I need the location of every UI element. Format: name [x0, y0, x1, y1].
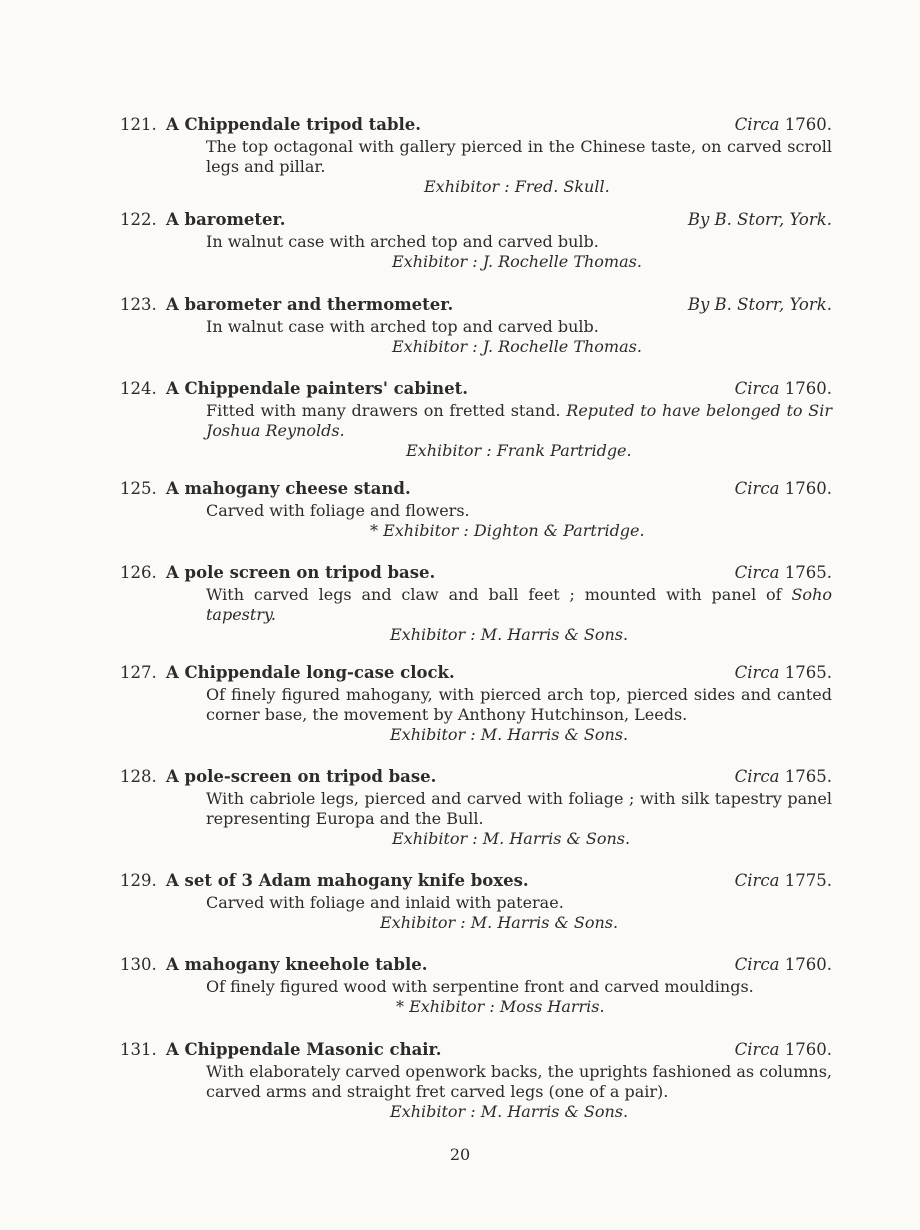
entry-provenance: Reputed to have belonged to Sir Joshua Reynolds.: [206, 401, 832, 440]
catalogue-entry-127: [120, 661, 832, 745]
entry-description: Carved with foliage and flowers.: [206, 501, 470, 520]
exhibitor-star: *: [370, 521, 378, 540]
catalogue-entry-124: [120, 377, 832, 461]
entry-title: A barometer and thermometer.: [166, 295, 454, 314]
entry-exhibitor: Exhibitor : M. Harris & Sons.: [390, 1102, 629, 1121]
entry-date: Circa 1760.: [734, 479, 832, 498]
catalogue-entry-130: [120, 953, 832, 1017]
entry-maker: By B. Storr, York.: [687, 210, 832, 229]
entry-number: 127.: [120, 663, 157, 682]
entry-number: 126.: [120, 563, 157, 582]
entry-title: A Chippendale long-case clock.: [166, 663, 455, 682]
catalogue-entry-126: [120, 561, 832, 645]
catalogue-entry-128: [120, 765, 832, 849]
entry-title: A Chippendale Masonic chair.: [166, 1040, 442, 1059]
entry-exhibitor: Exhibitor : M. Harris & Sons.: [390, 625, 629, 644]
entry-title: A mahogany cheese stand.: [166, 479, 411, 498]
entry-description: In walnut case with arched top and carved bulb.: [206, 232, 599, 251]
entry-number: 123.: [120, 295, 157, 314]
entry-exhibitor: Exhibitor : M. Harris & Sons.: [380, 913, 619, 932]
catalogue-entry-121: [120, 113, 832, 197]
entry-date: Circa 1775.: [734, 871, 832, 890]
entry-maker: By B. Storr, York.: [687, 295, 832, 314]
entry-description: Of finely figured wood with serpentine front and carved mouldings.: [206, 977, 754, 996]
entry-date: Circa 1760.: [734, 955, 832, 974]
entry-exhibitor: Exhibitor : M. Harris & Sons.: [392, 829, 631, 848]
entry-number: 124.: [120, 379, 157, 398]
page-number: 20: [449, 1145, 471, 1164]
catalogue-entry-122: [120, 208, 832, 272]
entry-exhibitor: Exhibitor : Frank Partridge.: [406, 441, 632, 460]
entry-tapestry: Soho tapestry.: [206, 585, 832, 624]
entry-title: A set of 3 Adam mahogany knife boxes.: [166, 871, 529, 890]
entry-description: With elaborately carved openwork backs, the uprights fashioned as columns, carved arms and straight fret carved legs (one of a pair).: [206, 1062, 832, 1101]
entry-date: Circa 1760.: [734, 1040, 832, 1059]
entry-title: A Chippendale tripod table.: [166, 115, 422, 134]
entry-title: A pole screen on tripod base.: [166, 563, 436, 582]
entry-title: A barometer.: [166, 210, 286, 229]
entry-date: Circa 1760.: [734, 115, 832, 134]
catalogue-entry-129: [120, 869, 832, 933]
entry-exhibitor: Exhibitor : M. Harris & Sons.: [390, 725, 629, 744]
entry-description: Carved with foliage and inlaid with paterae.: [206, 893, 564, 912]
entry-description: With cabriole legs, pierced and carved with foliage ; with silk tapestry panel representing Europa and the Bull.: [206, 789, 832, 828]
catalogue-entry-125: [120, 477, 832, 541]
entry-description: The top octagonal with gallery pierced in the Chinese taste, on carved scroll legs and pillar.: [206, 137, 832, 176]
entry-number: 122.: [120, 210, 157, 229]
entry-number: 128.: [120, 767, 157, 786]
entry-number: 129.: [120, 871, 157, 890]
entry-date: Circa 1765.: [734, 663, 832, 682]
entry-title: A pole-screen on tripod base.: [166, 767, 437, 786]
entry-exhibitor: * Exhibitor : Dighton & Partridge.: [370, 521, 645, 540]
exhibitor-star: *: [396, 997, 404, 1016]
entry-date: Circa 1765.: [734, 767, 832, 786]
entry-description: In walnut case with arched top and carved bulb.: [206, 317, 599, 336]
entry-number: 131.: [120, 1040, 157, 1059]
entry-description: Of finely figured mahogany, with pierced arch top, pierced sides and canted corner base, the movement by Anthony Hutchinson, Leeds.: [206, 685, 832, 724]
entry-date: Circa 1765.: [734, 563, 832, 582]
entry-description: Fitted with many drawers on fretted stand. Reputed to have belonged to Sir Joshua Reynolds.: [206, 401, 832, 440]
entry-number: 121.: [120, 115, 157, 134]
entry-number: 125.: [120, 479, 157, 498]
entry-number: 130.: [120, 955, 157, 974]
entry-description: With carved legs and claw and ball feet ; mounted with panel of Soho tapestry.: [206, 585, 832, 624]
entry-title: A mahogany kneehole table.: [166, 955, 428, 974]
entry-exhibitor: Exhibitor : J. Rochelle Thomas.: [392, 337, 642, 356]
entry-exhibitor: Exhibitor : J. Rochelle Thomas.: [392, 252, 642, 271]
catalogue-entry-131: [120, 1038, 832, 1122]
entry-exhibitor: Exhibitor : Fred. Skull.: [424, 177, 610, 196]
entry-date: Circa 1760.: [734, 379, 832, 398]
catalogue-entry-123: [120, 293, 832, 357]
entry-exhibitor: * Exhibitor : Moss Harris.: [396, 997, 605, 1016]
entry-title: A Chippendale painters' cabinet.: [166, 379, 469, 398]
